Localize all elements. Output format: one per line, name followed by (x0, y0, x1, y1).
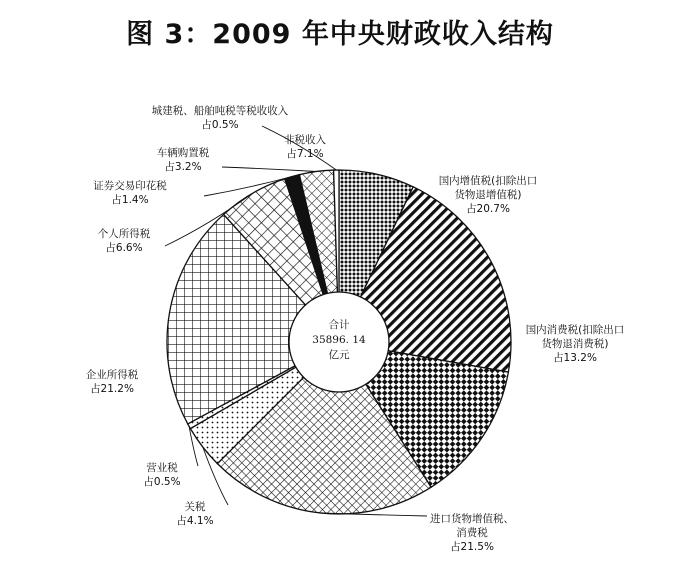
slice-label: 企业所得税占21.2% (85, 369, 139, 395)
slice-label: 证券交易印花税占1.4% (93, 180, 167, 206)
slice-label: 国内消费税(扣除出口货物退消费税)占13.2% (525, 324, 625, 364)
slice-label: 个人所得税占6.6% (97, 228, 151, 254)
slice-label: 城建税、船舶吨税等税收收入占0.5% (151, 105, 289, 131)
slice-label: 营业税占0.5% (143, 462, 181, 488)
center-total-label: 合计 35896. 14 亿元 (312, 319, 366, 361)
slice-label: 国内增值税(扣除出口货物退增值税)占20.7% (438, 175, 538, 215)
slice-label: 进口货物增值税、消费税占21.5% (430, 513, 514, 553)
chart-title: 图 3：2009 年中央财政收入结构 (126, 19, 554, 50)
leader-line (222, 167, 316, 172)
slice-label: 非税收入占7.1% (284, 134, 326, 160)
slice-label: 车辆购置税占3.2% (156, 147, 210, 173)
slice-label: 关税占4.1% (176, 501, 214, 527)
